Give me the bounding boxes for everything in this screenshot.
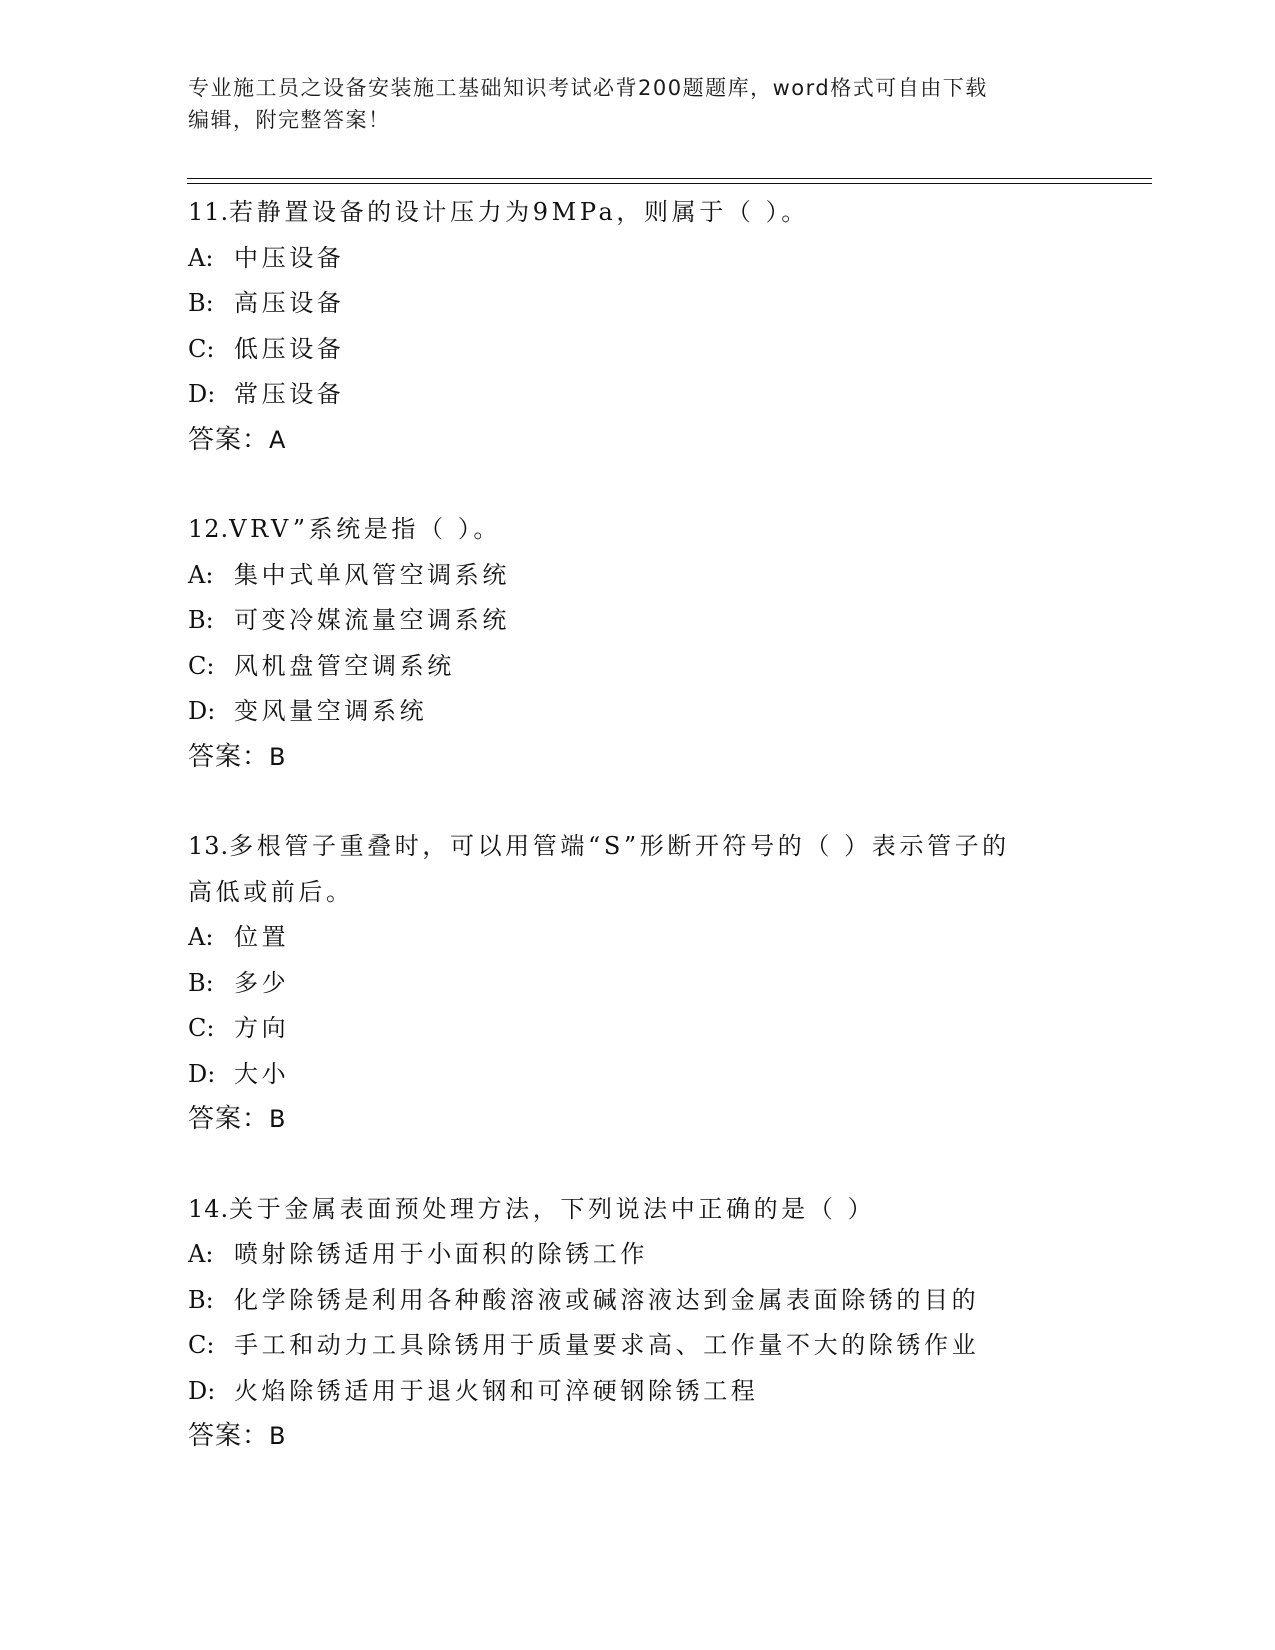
option-text: 中压设备 xyxy=(234,243,345,272)
option-text: 化学除锈是利用各种酸溶液或碱溶液达到金属表面除锈的目的 xyxy=(234,1285,980,1314)
answer-label: 答案： xyxy=(188,741,270,772)
question-number: 11. xyxy=(188,198,230,226)
question-12 xyxy=(188,507,1148,780)
option-text: 大小 xyxy=(234,1059,290,1088)
question-stem-line: VRV”系统是指（ ）。 xyxy=(229,515,502,543)
question-number: 12. xyxy=(188,515,230,543)
header-divider-bottom xyxy=(187,183,1152,184)
answer-value: A xyxy=(269,425,287,454)
document-header xyxy=(188,72,1088,136)
option-letter: B: xyxy=(188,968,214,997)
option-letter: C: xyxy=(188,651,215,680)
option-text: 低压设备 xyxy=(234,334,345,363)
option-text: 风机盘管空调系统 xyxy=(234,651,455,680)
option-text: 手工和动力工具除锈用于质量要求高、工作量不大的除锈作业 xyxy=(234,1331,980,1359)
question-list xyxy=(188,190,1148,1504)
option-d xyxy=(188,689,1148,735)
option-letter: D: xyxy=(188,1059,216,1088)
option-a xyxy=(188,553,1148,599)
header-line-2: 编辑，附完整答案！ xyxy=(188,108,391,132)
option-letter: A: xyxy=(188,243,214,272)
option-d xyxy=(188,1052,1148,1098)
option-letter: B: xyxy=(188,1285,214,1314)
option-c xyxy=(188,1323,1148,1369)
question-number: 14. xyxy=(188,1194,230,1223)
answer-line xyxy=(188,1414,1148,1460)
option-letter: A: xyxy=(188,1240,214,1268)
question-number: 13. xyxy=(188,832,230,860)
option-b xyxy=(188,961,1148,1007)
option-letter: C: xyxy=(188,334,215,363)
answer-value: B xyxy=(269,1105,287,1133)
option-d xyxy=(188,1369,1148,1415)
answer-label: 答案： xyxy=(188,1421,270,1451)
question-stem-line: 若静置设备的设计压力为9MPa，则属于（ ）。 xyxy=(229,198,809,226)
option-letter: D: xyxy=(188,1376,216,1405)
question-stem-line: 多根管子重叠时，可以用管端“S”形断开符号的（ ）表示管子的 xyxy=(229,832,1010,860)
question-stem xyxy=(188,1187,1148,1233)
option-text: 可变冷媒流量空调系统 xyxy=(234,606,510,634)
option-b xyxy=(188,598,1148,644)
answer-value: B xyxy=(269,742,287,771)
header-divider-top xyxy=(187,178,1152,179)
answer-value: B xyxy=(269,1422,287,1450)
option-letter: B: xyxy=(188,606,214,634)
option-c xyxy=(188,327,1148,373)
option-text: 位置 xyxy=(234,923,290,951)
option-b xyxy=(188,281,1148,327)
option-text: 常压设备 xyxy=(234,380,345,408)
option-text: 集中式单风管空调系统 xyxy=(234,560,510,589)
option-letter: C: xyxy=(188,1014,215,1042)
option-letter: A: xyxy=(188,923,214,951)
question-stem xyxy=(188,507,1148,553)
option-text: 火焰除锈适用于退火钢和可淬硬钢除锈工程 xyxy=(234,1376,759,1405)
question-stem-line: 关于金属表面预处理方法，下列说法中正确的是（ ） xyxy=(229,1194,876,1223)
question-13 xyxy=(188,824,1148,1143)
question-14 xyxy=(188,1187,1148,1460)
question-11 xyxy=(188,190,1148,463)
option-d xyxy=(188,372,1148,418)
option-c xyxy=(188,1006,1148,1052)
option-text: 高压设备 xyxy=(234,289,345,317)
header-line-1: 专业施工员之设备安装施工基础知识考试必背200题题库，word格式可自由下载 xyxy=(188,76,988,100)
option-letter: B: xyxy=(188,289,214,317)
answer-label: 答案： xyxy=(188,1104,270,1134)
option-text: 喷射除锈适用于小面积的除锈工作 xyxy=(234,1240,648,1268)
question-stem-continued xyxy=(188,870,1148,916)
question-stem xyxy=(188,824,1148,870)
option-c xyxy=(188,644,1148,690)
question-stem-line: 高低或前后。 xyxy=(188,877,354,906)
answer-label: 答案： xyxy=(188,424,270,455)
option-a xyxy=(188,915,1148,961)
option-b xyxy=(188,1278,1148,1324)
option-text: 方向 xyxy=(234,1014,290,1042)
answer-line xyxy=(188,418,1148,464)
option-letter: A: xyxy=(188,560,214,589)
answer-line xyxy=(188,735,1148,781)
option-letter: D: xyxy=(188,380,216,408)
question-stem xyxy=(188,190,1148,236)
option-a xyxy=(188,236,1148,282)
option-text: 多少 xyxy=(234,968,290,997)
option-a xyxy=(188,1232,1148,1278)
option-letter: C: xyxy=(188,1331,215,1359)
option-text: 变风量空调系统 xyxy=(234,697,428,725)
option-letter: D: xyxy=(188,697,216,725)
answer-line xyxy=(188,1097,1148,1143)
